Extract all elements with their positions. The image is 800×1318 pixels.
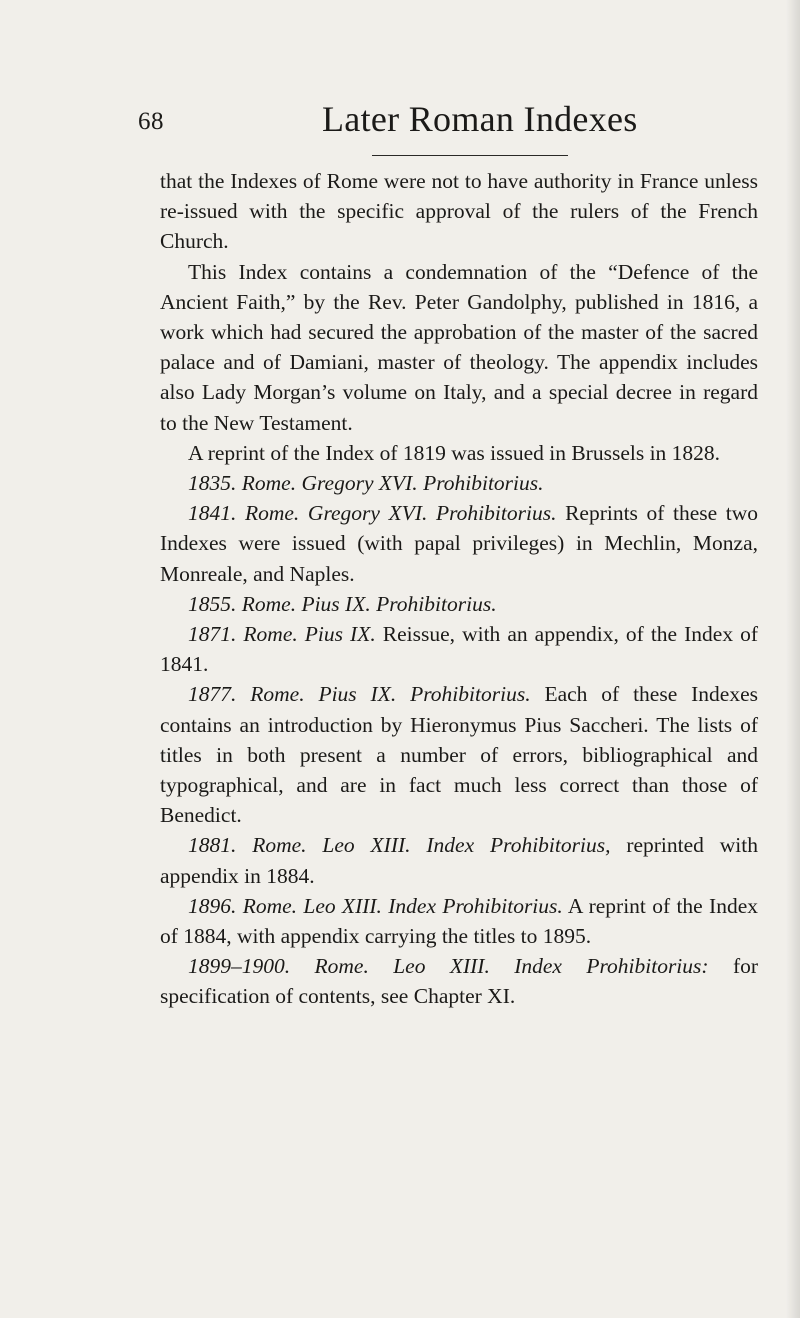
index-entry [160, 830, 758, 890]
entry-year: 1855. [188, 591, 237, 616]
entry-place: Rome. [250, 682, 305, 707]
entry-pope: Leo XIII. [303, 893, 382, 918]
entry-description: A reprint of the Index of 1884, with appendix carrying the titles to 1895. [160, 893, 758, 949]
index-entry [160, 891, 758, 951]
entry-pope: Gregory XVI. [307, 501, 428, 526]
entry-title: Index Prohibitorius. [388, 893, 563, 918]
index-entry [160, 589, 758, 619]
entry-place: Rome. [243, 622, 298, 647]
entry-pope: Pius IX. [301, 591, 371, 616]
index-entry [160, 951, 758, 1011]
entry-title: Index Prohibitorius, [426, 833, 611, 858]
body-text [160, 166, 758, 1012]
entry-year: 1835. [188, 471, 237, 496]
page-header [0, 98, 800, 148]
entry-year: 1899–1900. [188, 954, 291, 979]
entry-place: Rome. [241, 471, 297, 496]
entry-pope: Leo XIII. [322, 833, 411, 858]
paragraph: A reprint of the Index of 1819 was issued in Brussels in 1828. [188, 440, 721, 465]
entry-year: 1896. [188, 893, 237, 918]
entry-place: Rome. [242, 893, 298, 918]
entry-place: Rome. [244, 501, 300, 526]
entry-description: Each of these Indexes contains an introduction by Hieronymus Pius Saccheri. The lists of titles in both present a number of errors, bibliographical and typographical, and are in fact much less correct than those of Benedict. [160, 682, 758, 828]
entry-title: Prohibitorius. [435, 501, 557, 526]
page-number: 68 [138, 108, 164, 135]
running-head: Later Roman Indexes [322, 99, 638, 139]
entry-place: Rome. [241, 591, 297, 616]
entry-title: Index Prohibitorius: [514, 954, 709, 979]
entry-year: 1841. [188, 501, 237, 526]
page-edge-shadow [786, 0, 800, 1318]
entry-pope: Gregory XVI. [301, 471, 418, 496]
entry-year: 1881. [188, 833, 237, 858]
entry-title: Prohibitorius. [423, 471, 544, 496]
entry-description: Reprints of these two Indexes were issued (with papal privileges) in Mechlin, Monza, Monreale, and Naples. [160, 501, 759, 586]
header-rule [372, 155, 568, 156]
entry-description: reprinted with appendix in 1884. [160, 833, 758, 888]
index-entry [160, 498, 758, 589]
entry-pope: Leo XIII. [393, 954, 490, 979]
index-entry [160, 619, 758, 679]
entry-description: Reissue, with an appendix, of the Index of 1841. [160, 622, 759, 677]
entry-year: 1877. [188, 682, 237, 707]
entry-pope: Pius IX. [318, 682, 397, 707]
paragraph: This Index contains a condemnation of the “Defence of the Ancient Faith,” by the Rev. Peter Gandolphy, published in 1816, a work which had secured the approbation of the master of the sacred palace and of Damiani, master of theology. The appendix includes also Lady Morgan’s volume on Italy, and a special decree in regard to the New Testament. [160, 259, 758, 435]
entry-year: 1871. [188, 622, 237, 647]
index-entry [160, 679, 758, 830]
entry-pope: Pius IX. [304, 622, 376, 647]
entry-description: for specification of contents, see Chapter XI. [160, 954, 759, 1009]
entry-title: Prohibitorius. [410, 682, 531, 707]
paragraph: that the Indexes of Rome were not to have authority in France unless re-issued with the specific approval of the rulers of the French Church. [160, 169, 758, 254]
entry-title: Prohibitorius. [376, 591, 497, 616]
entry-place: Rome. [314, 954, 369, 979]
index-entry [160, 468, 758, 498]
entry-place: Rome. [252, 833, 307, 858]
